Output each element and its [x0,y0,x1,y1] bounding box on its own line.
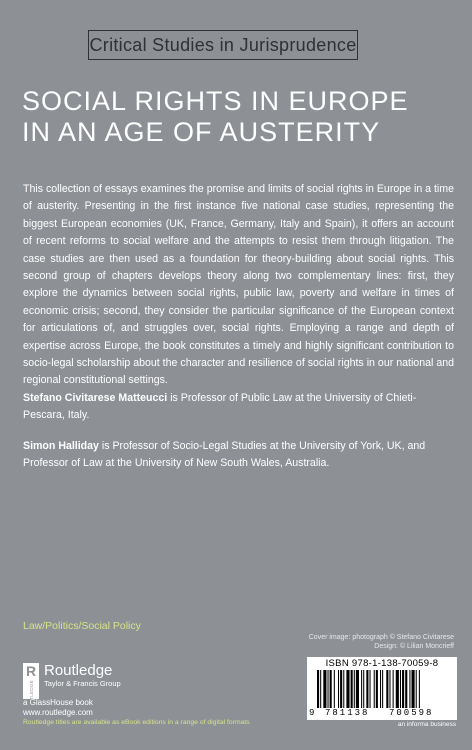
author-bio-text-2: is Professor of Socio-Legal Studies at the University of York, UK, and Professor of Law at the University of New South Wales, Australia. [23,440,426,470]
barcode-bar [323,670,326,708]
subject-category: Law/Politics/Social Policy [23,620,141,632]
barcode-bar [409,670,410,708]
ebook-note: Routledge titles are available as eBook editions in a range of digital formats [23,719,250,726]
barcode-bar [412,670,415,708]
publisher-name: Routledge [44,662,113,679]
publisher-block [23,662,121,711]
routledge-logo-icon [23,663,39,711]
barcode-bar [376,670,378,708]
design-credit: Design: © Lilian Moncrieff [374,643,454,650]
isbn-number: ISBN 978-1-138-70059-8 [325,658,439,669]
barcode-bar [405,670,407,708]
author-bio-1 [23,390,454,425]
barcode-bar [370,670,371,708]
barcode-bar [334,670,335,708]
informa-tagline: an informa business [397,721,456,728]
publisher-url: www.routledge.com [23,708,93,717]
barcode-bar [374,670,375,708]
barcode-bar [351,670,353,708]
barcode-bar [338,670,339,708]
barcode-bar [393,670,394,708]
imprint-name: a GlassHouse book [23,698,93,707]
imprint-block [23,698,93,718]
barcode-bar [320,670,321,708]
barcode-bar [386,670,388,708]
barcode-bar [380,670,381,708]
barcode-bar [396,670,399,708]
barcode-bar [366,670,368,708]
author-bio-text-1: is Professor of Public Law at the University of Chieti-Pescara, Italy. [23,392,417,422]
barcode-digits-right: 700598 [389,708,434,718]
logo-vertical-text: ROUTLEDGE [28,680,34,711]
barcode-bar [416,670,417,708]
series-name: Critical Studies in Jurisprudence [89,34,357,55]
publisher-group: Taylor & Francis Group [44,679,121,688]
barcode [307,657,457,720]
barcode-bars [317,670,447,708]
barcode-bar [340,670,342,708]
barcode-bar [402,670,404,708]
barcode-bar [419,670,420,708]
logo-letter: R [25,663,37,679]
title-line-2: IN AN AGE OF AUSTERITY [22,117,381,147]
barcode-bar [317,670,319,708]
author-bio-2 [23,438,454,473]
barcode-bar [382,670,383,708]
barcode-bar [354,670,355,708]
barcode-bar [361,670,362,708]
barcode-bar [389,670,390,708]
barcode-bar [363,670,364,708]
image-credit: Cover image: photograph © Stefano Civitarese [308,634,454,641]
barcode-digits-left: 781138 [325,708,370,718]
barcode-bar [330,670,332,708]
cover-credits [309,633,454,651]
book-description: This collection of essays examines the promise and limits of social rights in Europe in a time of austerity. Presenting in the first instance five national case studies, representing the biggest European economies (UK, France, Germany, Italy and Spain), it offers an account of recent reforms to social welfare and the attempts to resist them through litigation. The case studies are then used as a foundation for theory-building about social rights. This second group of chapters develops theory along two complementary lines: first, they explore the dynamics between social rights, public law, poverty and welfare in times of economic crisis; second, they consider the particular significance of the European context for articulations of, and struggles over, social rights. Employing a range and depth of expertise across Europe, the book constitutes a timely and highly significant contribution to socio-legal scholarship about the character and resilience of social rights in our national and regional constitutional settings. [23,183,455,387]
barcode-bar [343,670,344,708]
author-name-2: Simon Halliday [23,440,99,452]
barcode-bar [400,670,401,708]
barcode-bar [356,670,359,708]
barcode-bar [346,670,349,708]
barcode-digit-prefix: 9 [309,708,315,718]
series-name-box [88,30,358,60]
barcode-bar [328,670,329,708]
title-line-1: SOCIAL RIGHTS IN EUROPE [22,86,409,116]
author-name-1: Stefano Civitarese Matteucci [23,392,168,404]
book-title [22,86,462,148]
